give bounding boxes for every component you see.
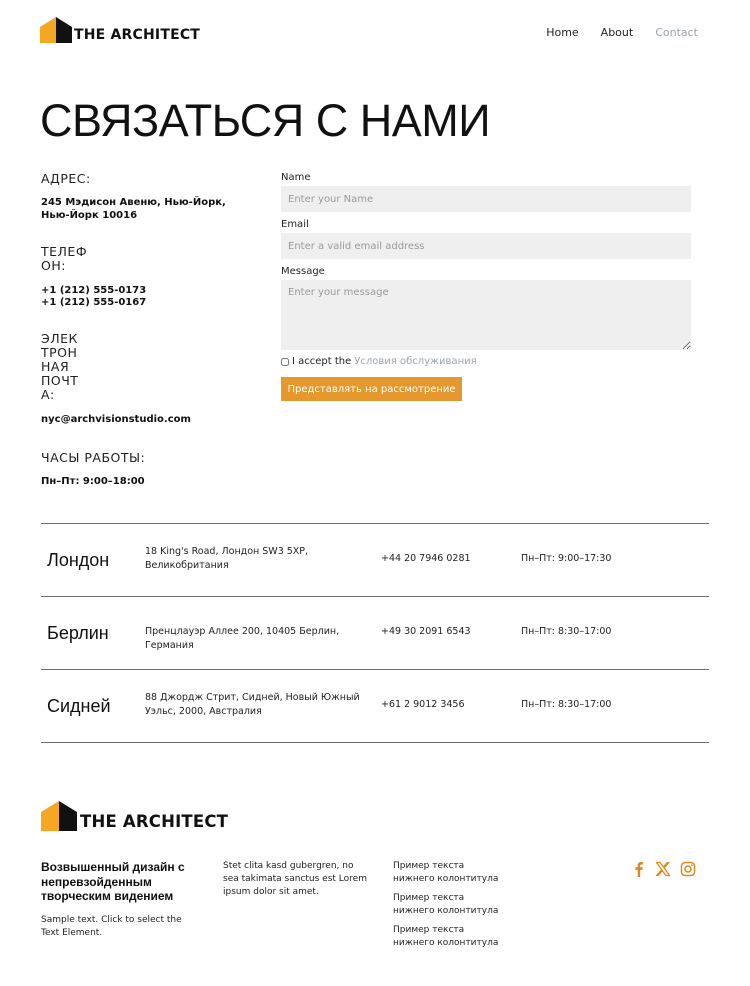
submit-button[interactable]: Представлять на рассмотрение (281, 377, 462, 401)
footer-logo-text: THE ARCHITECT (80, 812, 229, 831)
footer-lorem-text: Stet clita kasd gubergren, no sea takimata sanctus est Lorem ipsum dolor sit amet. (223, 861, 367, 897)
accept-terms-label: I accept the (292, 356, 352, 367)
page-title: СВЯЗАТЬСЯ С НАМИ (40, 95, 491, 146)
footer-logo[interactable] (41, 801, 228, 831)
footer-sample-text: Sample text. Click to select the Text Element. (41, 915, 182, 938)
email-value[interactable]: nyc@archvisionstudio.com (41, 414, 191, 425)
office-city-sydney: Сидней (47, 696, 111, 716)
address-label: АДРЕС: (41, 171, 91, 186)
footer-heading: Возвышенный дизайн с непревзойденным творческим видением (41, 860, 185, 903)
accept-terms-checkbox[interactable] (281, 358, 289, 366)
office-address-sydney: 88 Джордж Стрит, Сидней, Новый Южный Уэльс, 2000, Австралия (145, 692, 360, 717)
office-phone-sydney[interactable]: +61 2 9012 3456 (381, 699, 465, 710)
office-phone-london[interactable]: +44 20 7946 0281 (381, 553, 471, 564)
phone-1[interactable]: +1 (212) 555-0173 (41, 285, 147, 296)
phone-label-line2: ОН: (41, 258, 66, 273)
email-label-line1: ЭЛЕК (41, 331, 78, 346)
office-address-berlin: Пренцлауэр Аллее 200, 10405 Берлин, Германия (145, 626, 340, 651)
main-nav (524, 26, 698, 39)
hours-value: Пн–Пт: 9:00–18:00 (41, 476, 145, 487)
hours-label: ЧАСЫ РАБОТЫ: (41, 450, 146, 465)
instagram-icon[interactable] (680, 861, 696, 877)
divider (41, 742, 709, 743)
message-label: Message (281, 266, 325, 277)
footer-link[interactable]: Пример текста нижнего колонтитула (393, 861, 499, 884)
office-city-london: Лондон (47, 550, 110, 570)
header-logo[interactable] (40, 17, 200, 43)
footer-link[interactable]: Пример текста нижнего колонтитула (393, 925, 499, 948)
email-label-line3: НАЯ (41, 359, 70, 374)
email-label-line5: А: (41, 387, 55, 402)
logo-text: THE ARCHITECT (74, 27, 201, 43)
nav-contact[interactable]: Contact (655, 26, 698, 39)
email-input[interactable] (281, 233, 691, 259)
name-input[interactable] (281, 186, 691, 212)
office-phone-berlin[interactable]: +49 30 2091 6543 (381, 626, 471, 637)
office-hours-berlin: Пн–Пт: 8:30–17:00 (521, 626, 612, 637)
email-label-line4: ПОЧТ (41, 373, 79, 388)
office-city-berlin: Берлин (47, 623, 109, 643)
footer-link[interactable]: Пример текста нижнего колонтитула (393, 893, 499, 916)
facebook-icon[interactable] (631, 861, 647, 877)
terms-row (281, 356, 477, 367)
email-field-label: Email (281, 219, 309, 230)
name-label: Name (281, 172, 311, 183)
office-hours-sydney: Пн–Пт: 8:30–17:00 (521, 699, 612, 710)
message-textarea[interactable] (281, 280, 691, 350)
address-value: 245 Мэдисон Авеню, Нью-Йорк, Нью-Йорк 10016 (41, 197, 226, 221)
divider (41, 669, 709, 670)
divider (41, 596, 709, 597)
phone-label-line1: ТЕЛЕФ (41, 244, 88, 259)
office-address-london: 18 King's Road, Лондон SW3 5XP, Великобритания (145, 546, 309, 571)
office-hours-london: Пн–Пт: 9:00–17:30 (521, 553, 612, 564)
email-label-line2: ТРОН (41, 345, 78, 360)
x-icon[interactable] (655, 861, 671, 877)
terms-link[interactable]: Условия обслуживания (354, 356, 477, 367)
phone-2[interactable]: +1 (212) 555-0167 (41, 297, 147, 308)
divider (41, 523, 709, 524)
nav-home[interactable]: Home (546, 26, 579, 39)
nav-about[interactable]: About (600, 26, 634, 39)
logo-house-icon (40, 17, 72, 43)
logo-house-icon (41, 801, 77, 831)
